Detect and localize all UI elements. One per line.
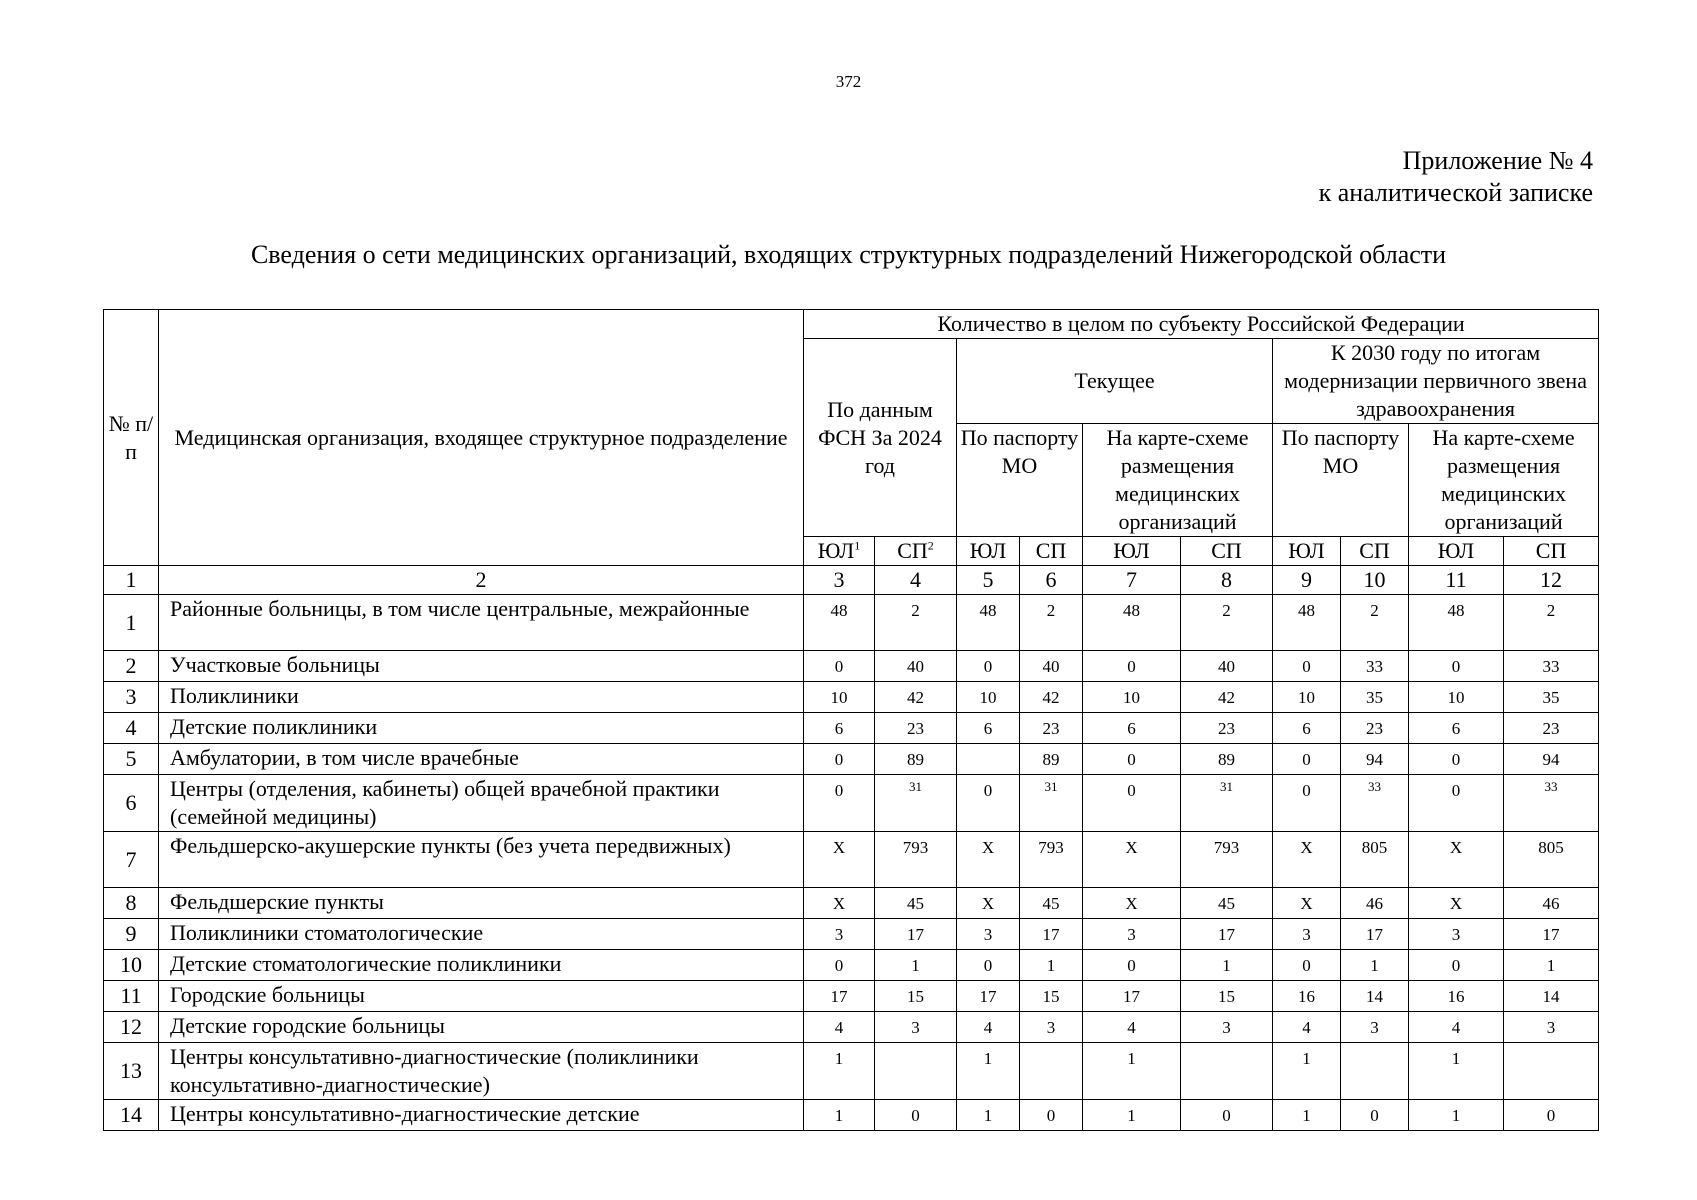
value-cell: 45: [875, 888, 957, 919]
value-cell: 48: [1273, 595, 1341, 651]
header-ul: ЮЛ: [1273, 537, 1341, 566]
value-cell: 40: [1181, 651, 1273, 682]
value-cell: 2: [1341, 595, 1409, 651]
value-cell: 15: [1020, 981, 1083, 1012]
table-row: [104, 1012, 1599, 1043]
value-cell: 42: [1020, 682, 1083, 713]
organizations-table: [103, 309, 1599, 1131]
row-number: 2: [104, 651, 159, 682]
table-row: [104, 595, 1599, 651]
value-cell: [1504, 1043, 1599, 1100]
value-cell: 23: [1181, 713, 1273, 744]
value-cell: 1: [1020, 950, 1083, 981]
value-cell: 89: [1020, 744, 1083, 775]
value-cell: 3: [1181, 1012, 1273, 1043]
header-sp: СП: [1181, 537, 1273, 566]
value-cell: 4: [1083, 1012, 1181, 1043]
value-cell: 14: [1341, 981, 1409, 1012]
header-organization: Медицинская организация, входящее структурное подразделение: [159, 310, 804, 566]
value-cell: 1: [957, 1100, 1020, 1131]
value-cell: 23: [1504, 713, 1599, 744]
table-row: [104, 1100, 1599, 1131]
value-cell: 0: [1504, 1100, 1599, 1131]
value-cell: 33: [1341, 775, 1409, 832]
value-cell: 6: [1273, 713, 1341, 744]
value-cell: 0: [1181, 1100, 1273, 1131]
row-number: 7: [104, 832, 159, 888]
column-number: 6: [1020, 566, 1083, 595]
value-cell: 4: [1409, 1012, 1504, 1043]
header-ul: ЮЛ: [1409, 537, 1504, 566]
header-ul-fsn: $ЮЛ^1$: [804, 537, 875, 566]
value-cell: 0: [1409, 651, 1504, 682]
organization-name: Поликлиники: [159, 682, 804, 713]
header-fsn: По данным ФСН За 2024 год: [804, 339, 957, 537]
value-cell: 0: [1409, 744, 1504, 775]
value-cell: 3: [1504, 1012, 1599, 1043]
value-cell: 0: [804, 775, 875, 832]
header-total: Количество в целом по субъекту Российской Федерации: [804, 310, 1599, 339]
header-current-passport: По паспорту МО: [957, 424, 1083, 537]
value-cell: 40: [875, 651, 957, 682]
organization-name: Центры (отделения, кабинеты) общей врачебной практики (семейной медицины): [159, 775, 804, 832]
value-cell: 0: [1020, 1100, 1083, 1131]
table-row: [104, 744, 1599, 775]
value-cell: 17: [804, 981, 875, 1012]
organization-name: Фельдшерско-акушерские пункты (без учета передвижных): [159, 832, 804, 888]
value-cell: 94: [1341, 744, 1409, 775]
value-cell: 0: [804, 651, 875, 682]
value-cell: 23: [1341, 713, 1409, 744]
value-cell: 46: [1341, 888, 1409, 919]
row-number: 14: [104, 1100, 159, 1131]
value-cell: 0: [1273, 775, 1341, 832]
header-current: Текущее: [957, 339, 1273, 424]
column-number: 7: [1083, 566, 1181, 595]
value-cell: 33: [1504, 651, 1599, 682]
value-cell: 15: [1181, 981, 1273, 1012]
header-sp: СП: [1341, 537, 1409, 566]
value-cell: 0: [957, 651, 1020, 682]
value-cell: 1: [1083, 1043, 1181, 1100]
value-cell: [1341, 1043, 1409, 1100]
organization-name: Районные больницы, в том числе центральные, межрайонные: [159, 595, 804, 651]
value-cell: 31: [1020, 775, 1083, 832]
row-number: 1: [104, 595, 159, 651]
value-cell: X: [1409, 888, 1504, 919]
value-cell: 3: [1020, 1012, 1083, 1043]
column-number: 4: [875, 566, 957, 595]
value-cell: 1: [957, 1043, 1020, 1100]
value-cell: 35: [1341, 682, 1409, 713]
row-number: 3: [104, 682, 159, 713]
row-number: 10: [104, 950, 159, 981]
appendix-line-1: Приложение № 4: [1402, 146, 1593, 175]
value-cell: 48: [957, 595, 1020, 651]
row-number: 13: [104, 1043, 159, 1100]
value-cell: 1: [875, 950, 957, 981]
value-cell: 17: [957, 981, 1020, 1012]
value-cell: 805: [1504, 832, 1599, 888]
value-cell: 0: [1083, 775, 1181, 832]
value-cell: 16: [1409, 981, 1504, 1012]
organization-name: Фельдшерские пункты: [159, 888, 804, 919]
value-cell: 33: [1341, 651, 1409, 682]
column-number: 3: [804, 566, 875, 595]
header-ul: ЮЛ: [1083, 537, 1181, 566]
organization-name: Детские стоматологические поликлиники: [159, 950, 804, 981]
value-cell: 16: [1273, 981, 1341, 1012]
value-cell: 48: [1409, 595, 1504, 651]
value-cell: 793: [1181, 832, 1273, 888]
value-cell: 0: [1341, 1100, 1409, 1131]
header-current-map: На карте-схеме размещения медицинских организаций: [1083, 424, 1273, 537]
value-cell: 42: [1181, 682, 1273, 713]
value-cell: 1: [1181, 950, 1273, 981]
organization-name: Амбулатории, в том числе врачебные: [159, 744, 804, 775]
appendix-line-2: к аналитической записке: [1318, 178, 1593, 207]
row-number: 12: [104, 1012, 159, 1043]
value-cell: [875, 1043, 957, 1100]
value-cell: X: [1083, 888, 1181, 919]
table-row: [104, 775, 1599, 832]
value-cell: 0: [1273, 651, 1341, 682]
value-cell: [1181, 1043, 1273, 1100]
table-row: [104, 682, 1599, 713]
header-no: № п/п: [104, 310, 159, 566]
value-cell: 17: [1181, 919, 1273, 950]
value-cell: X: [1273, 888, 1341, 919]
value-cell: 1: [1273, 1043, 1341, 1100]
table-row: [104, 981, 1599, 1012]
value-cell: 17: [875, 919, 957, 950]
row-number: 11: [104, 981, 159, 1012]
value-cell: 0: [957, 775, 1020, 832]
value-cell: 23: [875, 713, 957, 744]
value-cell: X: [1273, 832, 1341, 888]
column-number: 2: [159, 566, 804, 595]
value-cell: 23: [1020, 713, 1083, 744]
footnote-1: 1: [854, 538, 861, 553]
value-cell: 3: [957, 919, 1020, 950]
row-number: 4: [104, 713, 159, 744]
value-cell: 89: [1181, 744, 1273, 775]
document-title: Сведения о сети медицинских организаций, входящих структурных подразделений Нижегородской области: [250, 240, 1447, 269]
value-cell: 0: [875, 1100, 957, 1131]
value-cell: 3: [804, 919, 875, 950]
table-row: [104, 651, 1599, 682]
value-cell: 4: [957, 1012, 1020, 1043]
appendix-note: [1319, 145, 1593, 209]
value-cell: 1: [1409, 1100, 1504, 1131]
table-row: [104, 713, 1599, 744]
value-cell: 1: [1273, 1100, 1341, 1131]
value-cell: 1: [1504, 950, 1599, 981]
value-cell: 793: [875, 832, 957, 888]
value-cell: 42: [875, 682, 957, 713]
value-cell: 3: [875, 1012, 957, 1043]
row-number: 9: [104, 919, 159, 950]
value-cell: 2: [1020, 595, 1083, 651]
column-number: 10: [1341, 566, 1409, 595]
value-cell: 46: [1504, 888, 1599, 919]
value-cell: 89: [875, 744, 957, 775]
organization-name: Детские поликлиники: [159, 713, 804, 744]
value-cell: X: [1409, 832, 1504, 888]
value-cell: 0: [1083, 651, 1181, 682]
value-cell: 17: [1504, 919, 1599, 950]
value-cell: 0: [804, 744, 875, 775]
value-cell: 0: [1083, 950, 1181, 981]
value-cell: X: [957, 832, 1020, 888]
table-row: [104, 919, 1599, 950]
value-cell: [957, 744, 1020, 775]
value-cell: 10: [804, 682, 875, 713]
value-cell: 2: [1504, 595, 1599, 651]
header-sp-fsn: $СП^2$: [875, 537, 957, 566]
organization-name: Центры консультативно-диагностические детские: [159, 1100, 804, 1131]
value-cell: [1020, 1043, 1083, 1100]
value-cell: 40: [1020, 651, 1083, 682]
value-cell: 3: [1273, 919, 1341, 950]
value-cell: 31: [875, 775, 957, 832]
value-cell: 10: [957, 682, 1020, 713]
value-cell: 2: [875, 595, 957, 651]
column-number: 8: [1181, 566, 1273, 595]
organization-name: Участковые больницы: [159, 651, 804, 682]
header-sp: СП: [1504, 537, 1599, 566]
value-cell: 45: [1181, 888, 1273, 919]
value-cell: X: [804, 888, 875, 919]
value-cell: 793: [1020, 832, 1083, 888]
value-cell: 14: [1504, 981, 1599, 1012]
header-target-passport: По паспорту МО: [1273, 424, 1409, 537]
organization-name: Детские городские больницы: [159, 1012, 804, 1043]
value-cell: 48: [804, 595, 875, 651]
value-cell: 6: [804, 713, 875, 744]
header-ul: ЮЛ: [957, 537, 1020, 566]
value-cell: 0: [1409, 950, 1504, 981]
value-cell: 6: [1083, 713, 1181, 744]
value-cell: 0: [1273, 744, 1341, 775]
value-cell: 805: [1341, 832, 1409, 888]
value-cell: 4: [804, 1012, 875, 1043]
row-number: 6: [104, 775, 159, 832]
value-cell: 1: [804, 1043, 875, 1100]
value-cell: 10: [1083, 682, 1181, 713]
value-cell: 0: [1273, 950, 1341, 981]
value-cell: X: [804, 832, 875, 888]
value-cell: X: [957, 888, 1020, 919]
page-number: 372: [835, 72, 862, 91]
value-cell: 0: [804, 950, 875, 981]
value-cell: 3: [1083, 919, 1181, 950]
value-cell: 6: [1409, 713, 1504, 744]
value-cell: 94: [1504, 744, 1599, 775]
column-number: 1: [104, 566, 159, 595]
table-row: [104, 1043, 1599, 1100]
column-number: 5: [957, 566, 1020, 595]
table-row: [104, 888, 1599, 919]
value-cell: 10: [1409, 682, 1504, 713]
header-target-map: На карте-схеме размещения медицинских организаций: [1409, 424, 1599, 537]
row-number: 5: [104, 744, 159, 775]
value-cell: 48: [1083, 595, 1181, 651]
table-row: [104, 832, 1599, 888]
value-cell: 0: [1083, 744, 1181, 775]
value-cell: 0: [1409, 775, 1504, 832]
value-cell: 4: [1273, 1012, 1341, 1043]
value-cell: 2: [1181, 595, 1273, 651]
table-row: [104, 950, 1599, 981]
organization-name: Городские больницы: [159, 981, 804, 1012]
column-number: 11: [1409, 566, 1504, 595]
value-cell: 6: [957, 713, 1020, 744]
organization-name: Поликлиники стоматологические: [159, 919, 804, 950]
row-number: 8: [104, 888, 159, 919]
value-cell: 1: [1083, 1100, 1181, 1131]
value-cell: 3: [1341, 1012, 1409, 1043]
header-sp: СП: [1020, 537, 1083, 566]
value-cell: 31: [1181, 775, 1273, 832]
value-cell: 1: [1341, 950, 1409, 981]
value-cell: 15: [875, 981, 957, 1012]
value-cell: 1: [804, 1100, 875, 1131]
value-cell: 33: [1504, 775, 1599, 832]
value-cell: 45: [1020, 888, 1083, 919]
column-number: 12: [1504, 566, 1599, 595]
value-cell: 17: [1341, 919, 1409, 950]
value-cell: 17: [1083, 981, 1181, 1012]
column-number: 9: [1273, 566, 1341, 595]
value-cell: 17: [1020, 919, 1083, 950]
value-cell: 1: [1409, 1043, 1504, 1100]
footnote-2: 2: [927, 538, 934, 553]
value-cell: X: [1083, 832, 1181, 888]
header-target-2030: К 2030 году по итогам модернизации первичного звена здравоохранения: [1273, 339, 1599, 424]
column-number-row: [104, 566, 1599, 595]
value-cell: 35: [1504, 682, 1599, 713]
organization-name: Центры консультативно-диагностические (поликлиники консультативно-диагностические): [159, 1043, 804, 1100]
value-cell: 3: [1409, 919, 1504, 950]
value-cell: 10: [1273, 682, 1341, 713]
value-cell: 0: [957, 950, 1020, 981]
